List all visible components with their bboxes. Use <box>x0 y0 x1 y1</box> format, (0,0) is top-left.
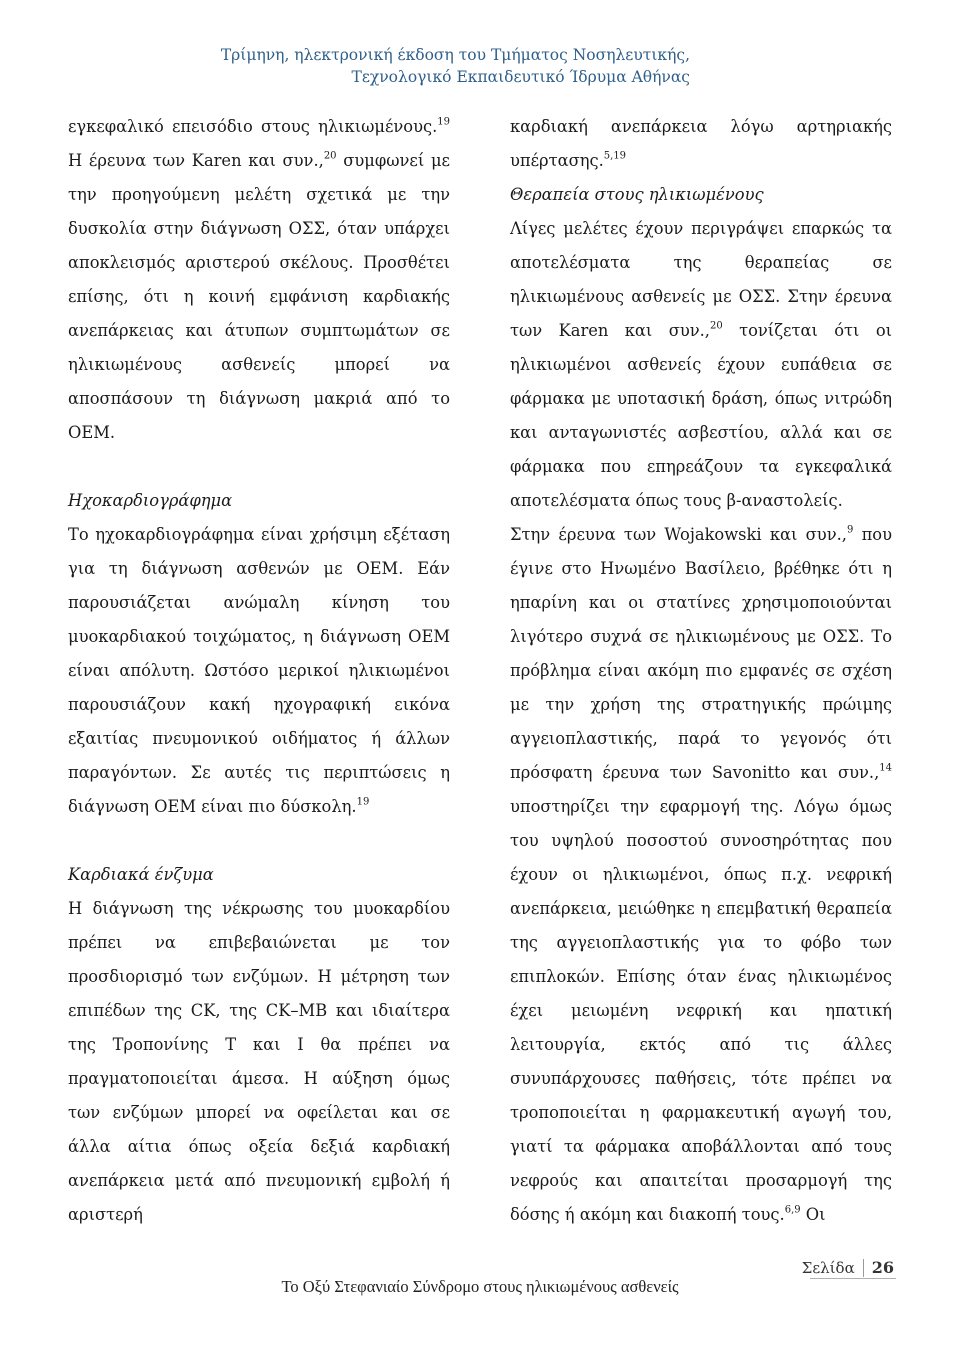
citation: 19 <box>437 116 450 128</box>
text-run: συμφωνεί με την προηγούμενη μελέτη σχετικά με την δυσκολία στην διάγνωση ΟΣΣ, όταν υπάρχει αποκλεισμός αριστερού σκέλους. Προσθέτει επίσης, ότι η κοινή εμφάνιση καρδιακής ανεπάρκειας και άτυπων συμπτωμάτων σε ηλικιωμένους ασθενείς μπορεί να αποσπάσουν τη διάγνωση μακριά από το ΟΕΜ. <box>68 151 450 442</box>
left-paragraph-3: Η διάγνωση της νέκρωσης του μυοκαρδίου πρέπει να επιβεβαιώνεται με τον προσδιορισμό των ενζύμων. Η μέτρηση των επιπέδων της CK, της CK–MB και ιδιαίτερα της Τροπονίνης Τ και Ι θα πρέπει να πραγματοποιείται άμεσα. Η αύξηση όμως των ενζύμων μπορεί να οφείλεται και σε άλλα αίτια όπως οξεία δεξιά καρδιακή ανεπάρκεια μετά από πνευμονική εμβολή ή αριστερή <box>68 899 450 1224</box>
text-run: Στην έρευνα των Wojakowski και συν., <box>510 525 847 544</box>
right-column <box>510 110 892 1232</box>
header-line-1: Τρίμηνη, ηλεκτρονική έκδοση του Τμήματος Νοσηλευτικής, <box>220 46 690 64</box>
header-line-2: Τεχνολογικό Εκπαιδευτικό Ίδρυμα Αθήνας <box>351 68 690 86</box>
citation: 9 <box>846 524 854 536</box>
text-run: καρδιακή ανεπάρκεια λόγω αρτηριακής υπέρτασης. <box>510 117 892 170</box>
text-run: Το ηχοκαρδιογράφημα είναι χρήσιμη εξέταση για τη διάγνωση ασθενών με ΟΕΜ. Εάν παρουσιάζεται ανώμαλη κίνηση του μυοκαρδιακού τοιχώματος, η διάγνωση ΟΕΜ είναι απόλυτη. Ωστόσο μερικοί ηλικιωμένοι παρουσιάζουν κακή ηχογραφική εικόνα εξαιτίας πνευμονικού οιδήματος ή άλλων παραγόντων. Σε αυτές τις περιπτώσεις η διάγνωση ΟΕΜ είναι πιο δύσκολη. <box>68 525 450 816</box>
spacer <box>68 824 450 858</box>
footer-title: Το Οξύ Στεφανιαίο Σύνδρομο στους ηλικιωμένους ασθενείς <box>281 1277 679 1296</box>
right-paragraph-2 <box>510 212 892 518</box>
running-header <box>0 44 690 88</box>
citation: 5,19 <box>603 150 627 162</box>
citation: 6,9 <box>784 1204 801 1216</box>
section-heading-cardiac-enzymes: Καρδιακά ένζυμα <box>68 865 214 884</box>
citation: 20 <box>323 150 337 162</box>
text-run: που έγινε στο Ηνωμένο Βασίλειο, βρέθηκε ότι η ηπαρίνη και οι στατίνες χρησιμοποιούνται λιγότερο συχνά σε ηλικιωμένους με ΟΣΣ. Το πρόβλημα είναι ακόμη πιο εμφανές σε σχέση με την χρήση της στρατηγικής πρώιμης αγγειοπλαστικής, παρά το γεγονός ότι πρόσφατη έρευνα των Savonitto και συν., <box>510 525 892 782</box>
page-label: Σελίδα <box>801 1258 855 1277</box>
right-paragraph-3 <box>510 518 892 1232</box>
citation: 19 <box>356 796 370 808</box>
left-paragraph-1 <box>68 110 450 450</box>
section-heading-echocardiogram: Ηχοκαρδιογράφημα <box>68 491 233 510</box>
spacer <box>68 450 450 484</box>
page-number-divider <box>863 1259 864 1277</box>
citation: 14 <box>879 762 892 774</box>
text-run: εγκεφαλικό επεισόδιο στους ηλικιωμένους. <box>68 117 438 136</box>
text-run: Η έρευνα των Karen και συν., <box>68 151 324 170</box>
page-number: 26 <box>871 1258 894 1277</box>
citation: 20 <box>709 320 723 332</box>
text-run: υποστηρίζει την εφαρμογή της. Λόγω όμως του υψηλού ποσοστού συνοσηρότητας που έχουν οι ηλικιωμένοι, όπως π.χ. νεφρική ανεπάρκεια, μειώθηκε η επεμβατική θεραπεία της αγγειοπλαστικής για το φόβο των επιπλοκών. Επίσης όταν ένας ηλικιωμένος έχει μειωμένη νεφρική και ηπατική λειτουργία, εκτός από τις άλλες συνυπάρχουσες παθήσεις, τότε πρέπει να τροποποιείται η φαρμακευτική αγωγή του, γιατί τα φάρμακα αποβάλλονται από τους νεφρούς και απαιτείται προσαρμογή της δόσης ή ακόμη και διακοπή τους. <box>510 797 892 1224</box>
text-run: Λίγες μελέτες έχουν περιγράψει επαρκώς τα αποτελέσματα της θεραπείας σε ηλικιωμένους ασθενείς με ΟΣΣ. Στην έρευνα των Karen και συν., <box>510 219 892 340</box>
section-heading-therapy: Θεραπεία στους ηλικιωμένους <box>510 185 764 204</box>
text-run: Οι <box>800 1205 826 1224</box>
page-number-block <box>802 1258 894 1277</box>
left-column <box>68 110 450 1232</box>
text-run: τονίζεται ότι οι ηλικιωμένοι ασθενείς έχουν ευπάθεια σε φάρμακα με υποτασική δράση, όπως νιτρώδη και ανταγωνιστές ασβεστίου, αλλά και σε φάρμακα που επηρεάζουν τα εγκεφαλικά αποτελέσματα όπως τους β-αναστολείς. <box>510 321 893 510</box>
left-paragraph-2 <box>68 518 450 824</box>
right-paragraph-1 <box>510 110 892 178</box>
